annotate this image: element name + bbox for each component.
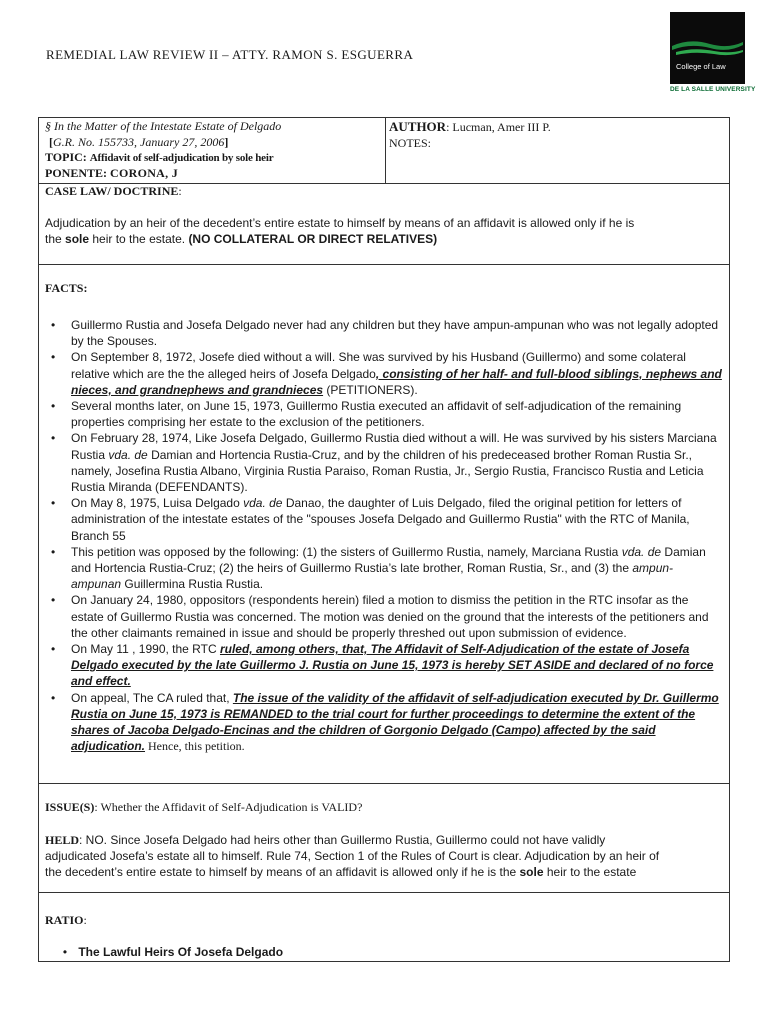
author-name: : Lucman, Amer III P. [446,120,551,134]
fact-text: Damian and Hortencia Rustia-Cruz, and by the children of his predeceased brother Roman Rustia Sr., namely, Josefina Rustia Albano, Virginia Rustia Paraiso, Roman Rustia, Jr., Sergio Rustia, Francisco Rustia and Leticia Rustia Miranda (DEFENDANTS). [71,447,704,495]
ratio-item: The Lawful Heirs Of Josefa Delgado [78,945,284,959]
held-text-3a: the decedent’s entire estate to himself by means of an affidavit is allowed only if he is the [45,864,520,879]
bullet-icon: • [51,593,56,608]
topic-label: TOPIC: [45,150,87,164]
held-label: HELD [45,833,80,847]
ratio-list [55,945,283,959]
row-divider [39,783,729,784]
fact-emphasis: The issue of the validity of the affidavit of self-adjudication executed by Dr. Guillermo Rustia on June 15, 1973 is REMANDED to the trial court for further proceedings to determine the extent of the shares of Jacoba Delgado-Encinas and the children of Gorgonio Delgado (Campo) affected by the said adjudication. [71,690,719,754]
case-author [389,119,551,136]
fact-text: Guillermo Rustia and Josefa Delgado never had any children but they have ampun-ampunan who was not legally adopted by the Spouses. [71,318,719,349]
section-mark: § [45,119,51,133]
fact-text: On May 11 , 1990, the RTC [71,642,220,657]
facts-list [51,317,723,754]
fact-text: On May 8, 1975, Luisa Delgado [71,496,244,511]
gr-bracket-close: ] [224,135,229,149]
row-divider [39,264,729,265]
fact-item [51,430,723,495]
fact-text: On January 24, 1980, oppositors (respondents herein) filed a motion to dismiss the petition in the RTC insofar as the estate of Guillermo Rustia was concerned. The motion was denied on the ground that the interests of the petitioners and the other claimants remained in issue and should be properly threshed out upon submission of evidence. [71,593,709,640]
bullet-icon: • [51,642,56,657]
case-ponente [45,166,178,182]
fact-text: (PETITIONERS). [323,382,418,397]
doctrine-no-relatives: (NO COLLATERAL OR DIRECT RELATIVES) [188,231,438,246]
issue-label: ISSUE(S) [45,800,95,814]
ratio-colon: : [83,913,87,927]
fact-text: Guillermina Rustia Rustia. [121,577,264,592]
fact-item [51,592,723,641]
held-sole: sole [519,864,544,879]
case-topic [45,150,273,167]
ratio-label: RATIO [45,913,84,927]
fact-text: Damian and Hortencia Rustia-Cruz; (2) the heirs of Guillermo Rustia’s late brother, Roman Rustia, Sr., and (3) the [71,544,706,576]
fact-italic: ampun-ampunan [71,561,674,592]
bullet-icon: • [51,431,56,446]
doctrine-colon: : [178,184,182,198]
fact-italic: vda. de [621,544,662,559]
row-divider [39,892,729,893]
doctrine-sole: sole [65,231,90,246]
fact-item [51,544,723,593]
doctrine-text [45,216,725,248]
fact-item [51,349,723,398]
ponente-label: PONENTE: [45,166,108,180]
logo-emblem-icon [670,12,745,84]
fact-item [51,398,723,430]
doctrine-text-2a: the [45,231,66,246]
fact-text: On February 28, 1974, Like Josefa Delgado, Guillermo Rustia died without a will. He was survived by his sisters Marciana Rustia [71,431,717,462]
doctrine-line-1: Adjudication by an heir of the decedent’s entire estate to himself by means of an affidavit is allowed only if he is [45,216,635,230]
ratio-heading [45,913,87,929]
bullet-icon: • [51,399,56,414]
fact-italic: vda. de [108,447,148,462]
held-line-1: : NO. Since Josefa Delgado had heirs other than Guillermo Rustia, Guillermo could not have validly [79,833,606,847]
fact-italic: vda. de [243,496,283,511]
bullet-icon: • [51,318,56,332]
logo-university-name: DE LA SALLE UNIVERSITY [670,86,756,93]
bullet-icon: • [62,945,68,959]
case-notes: NOTES: [389,136,431,150]
fact-text: Several months later, on June 15, 1973, Guillermo Rustia executed an affidavit of self-adjudication of the remaining properties comprising her estate to the exclusion of the petitioners. [71,399,682,430]
topic-text: Affidavit of self-adjudication by sole heir [89,152,274,164]
issue-text: : Whether the Affidavit of Self-Adjudication is VALID? [94,800,363,814]
held-line-2: adjudicated Josefa’s estate all to himself. Rule 74, Section 1 of the Rules of Court is clear. Adjudication by an heir of [45,848,660,863]
case-gr-number [49,135,228,151]
gr-number-text: G.R. No. 155733, January 27, 2006 [53,135,225,149]
document-header-title: REMEDIAL LAW REVIEW II – ATTY. RAMON S. ESGUERRA [46,47,414,62]
case-title-text: In the Matter of the Intestate Estate of Delgado [54,119,282,133]
fact-item [51,690,723,755]
bullet-icon: • [51,350,56,365]
fact-text: This petition was opposed by the following: (1) the sisters of Guillermo Rustia, namely, Marciana Rustia [71,544,622,559]
held-section [45,833,727,880]
college-logo [670,12,745,84]
gr-bracket-open: [ [49,135,53,149]
logo-text: College of Law [676,62,726,71]
held-text-3c: heir to the estate [543,864,637,879]
case-digest-table [38,117,730,962]
fact-text: On appeal, The CA ruled that, [71,690,233,705]
bullet-icon: • [51,496,56,511]
fact-emphasis: , consisting of her half- and full-blood siblings, nephews and nieces, and grandnephews and grandnieces [71,366,722,397]
column-divider [385,118,386,183]
issue-row [45,800,362,816]
ponente-text: CORONA, J [110,166,179,180]
bullet-icon: • [51,690,56,705]
fact-text: Danao, the daughter of Luis Delgado, filed the original petition for letters of administration of the intestate estates of the "spouses Josefa Delgado and Guillermo Rustia" with the RTC of Manila, Branch 55 [71,496,690,543]
doctrine-line-2 [45,232,725,248]
author-label: AUTHOR [389,119,447,134]
facts-heading: FACTS: [45,281,88,295]
fact-text: On September 8, 1972, Josefe died without a will. She was survived by his Husband (Guillermo) and some colateral relative which are the the alleged heirs of Josefa Delgado [71,350,686,381]
fact-item [51,317,723,349]
fact-item [51,495,723,544]
fact-emphasis: ruled, among others, that, The Affidavit of Self-Adjudication of the estate of Josefa Delgado executed by the late Guillermo J. Rustia on June 15, 1973 is hereby SET ASIDE and declared of no force and effect. [71,642,714,689]
doctrine-heading [45,184,182,200]
doctrine-text-2c: heir to the estate. [89,231,189,246]
held-line-3 [45,865,727,881]
doctrine-label: CASE LAW/ DOCTRINE [45,184,179,198]
case-title [45,119,281,135]
fact-text: Hence, this petition. [145,739,245,754]
bullet-icon: • [51,544,56,559]
fact-item [51,641,723,690]
